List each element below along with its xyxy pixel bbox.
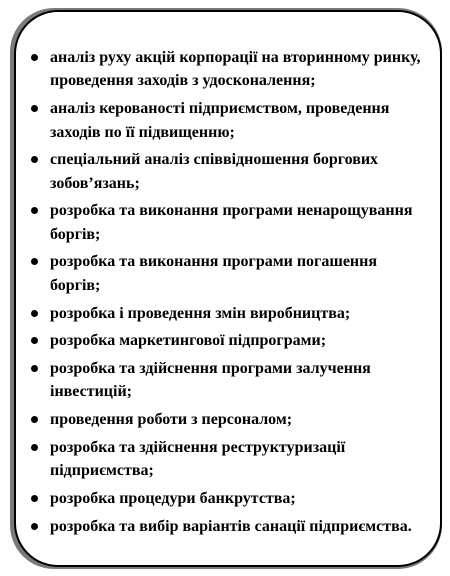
bullet-icon [31,365,38,372]
list-item [30,487,422,510]
rounded-text-box [14,10,442,567]
bullet-icon [31,444,38,451]
list-item-text: спеціальний аналіз співвідношення боргових зобов’язань; [50,151,379,192]
list-item-text: розробка і проведення змін виробництва; [50,304,351,322]
bullet-icon [31,258,38,265]
list-item-text: розробка маркетингової підпрограми; [50,332,327,350]
list-item-text: розробка та виконання програми погашення боргів; [50,253,378,294]
bullet-icon [31,337,38,344]
bullet-icon [31,495,38,502]
list-item [30,357,422,404]
list-item-text: розробка та здійснення реструктуризації підприємства; [50,438,346,480]
bullet-icon [31,156,38,163]
list-item [30,302,422,325]
list-item-text: проведення роботи з персоналом; [50,411,293,429]
list-item-text: розробка та здійснення програми залучення інвестицій; [50,359,371,401]
bullet-icon [31,523,38,530]
bullet-icon [31,54,38,61]
bullet-icon [31,207,38,214]
list-item [30,436,422,483]
measures-list [30,46,422,542]
list-item-text: розробка та виконання програми ненарощування боргів; [50,202,413,243]
bullet-icon [31,105,38,112]
list-item [30,97,422,144]
list-item-text: розробка процедури банкрутства; [50,489,296,507]
text-box-shadow [10,8,442,569]
list-item-text: розробка та вибір варіантів санації підприємства. [50,517,412,535]
list-item [30,329,422,352]
bullet-icon [31,416,38,423]
list-item-text: аналіз керованості підприємством, проведення заходів по її підвищенню; [50,100,390,141]
list-item [30,250,422,297]
list-item [30,46,422,93]
list-item [30,199,422,246]
list-item [30,148,422,195]
list-item [30,408,422,431]
list-item [30,515,422,538]
list-item-text: аналіз руху акцій корпорації на вторинному ринку, проведення заходів з удосконалення; [50,49,421,90]
bullet-icon [31,310,38,317]
